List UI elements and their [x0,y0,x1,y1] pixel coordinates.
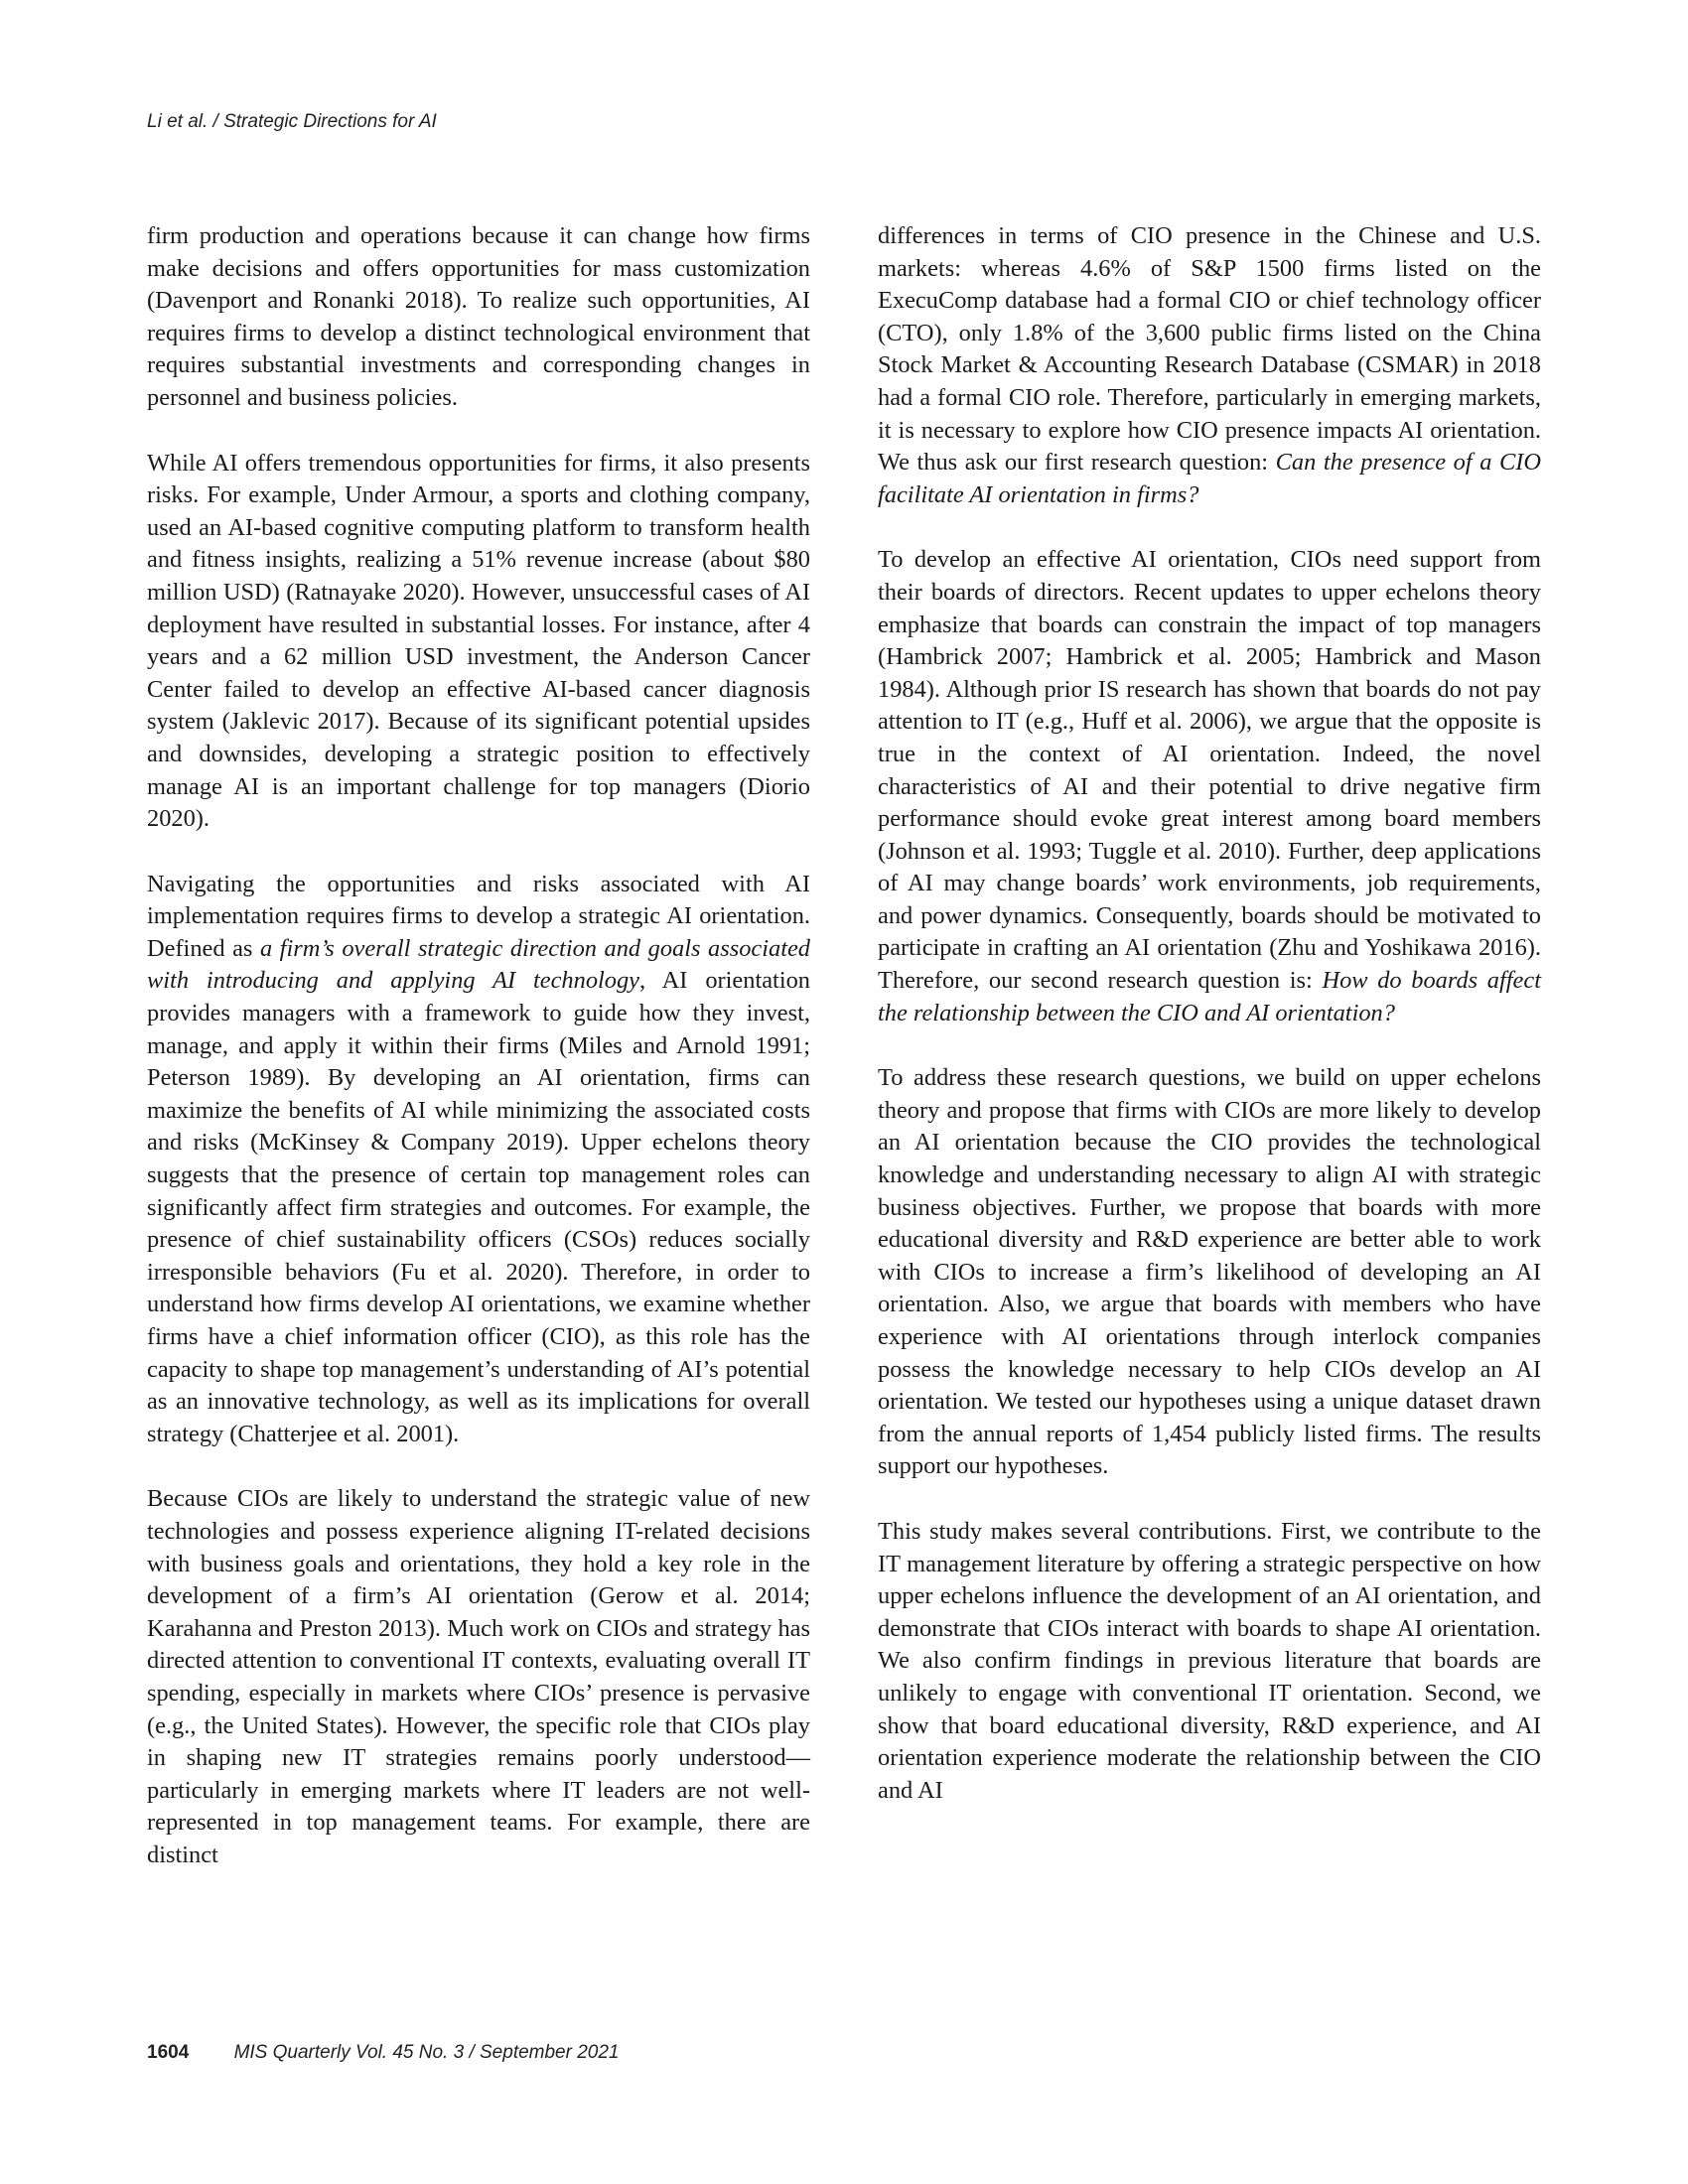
research-question-2: How do boards affect the relationship between the CIO and AI orientation? [878,967,1541,1026]
paragraph [878,544,1541,1029]
paragraph-text: , AI orientation provides managers with a framework to guide how they invest, manage, and apply it within their firms (Miles and Arnold 1991; Peterson 1989). By developing an AI orientation, firms can maximize the benefits of AI while minimizing the associated costs and risks (McKinsey & Company 2019). Upper echelons theory suggests that the presence of certain top management roles can significantly affect firm strategies and outcomes. For example, the presence of chief sustainability officers (CSOs) reduces socially irresponsible behaviors (Fu et al. 2020). Therefore, in order to understand how firms develop AI orientations, we examine whether firms have a chief information officer (CIO), as this role has the capacity to shape top management’s understanding of AI’s potential as an innovative technology, as well as its implications for overall strategy (Chatterjee et al. 2001). [147,967,810,1447]
paragraph: Because CIOs are likely to understand the strategic value of new technologies and possess experience aligning IT-related decisions with business goals and orientations, they hold a key role in the development of a firm’s AI orientation (Gerow et al. 2014; Karahanna and Preston 2013). Much work on CIOs and strategy has directed attention to conventional IT contexts, evaluating overall IT spending, especially in markets where CIOs’ presence is pervasive (e.g., the United States). However, the specific role that CIOs play in shaping new IT strategies remains poorly understood—particularly in emerging markets where IT leaders are not well-represented in top management teams. For example, there are distinct [147,1485,810,1868]
paragraph [878,220,1541,511]
page-footer [147,2042,620,2064]
paragraph [147,869,810,1451]
right-column [878,220,1541,1807]
running-head: Li et al. / Strategic Directions for AI [147,111,437,132]
paragraph-text: To develop an effective AI orientation, CIOs need support from their boards of directors. Recent updates to upper echelons theory emphasize that boards can constrain the impact of top managers (Hambrick 2007; Hambrick et al. 2005; Hambrick and Mason 1984). Although prior IS research has shown that boards do not pay attention to IT (e.g., Huff et al. 2006), we argue that the opposite is true in the context of AI orientation. Indeed, the novel characteristics of AI and their potential to drive negative firm performance should evoke great interest among board members (Johnson et al. 1993; Tuggle et al. 2010). Further, deep applications of AI may change boards’ work environments, job requirements, and power dynamics. Consequently, boards should be motivated to participate in crafting an AI orientation (Zhu and Yoshikawa 2016). Therefore, our second research question is: [878,546,1541,995]
paragraph: To address these research questions, we build on upper echelons theory and propose that firms with CIOs are more likely to develop an AI orientation because the CIO provides the technological knowledge and understanding necessary to align AI with strategic business objectives. Further, we propose that boards with more educational diversity and R&D experience are better able to work with CIOs to increase a firm’s likelihood of developing an AI orientation. Also, we argue that boards with members who have experience with AI orientations through interlock companies possess the knowledge necessary to help CIOs develop an AI orientation. We tested our hypotheses using a unique dataset drawn from the annual reports of 1,454 publicly listed firms. The results support our hypotheses. [878,1064,1541,1480]
left-column [147,220,810,1872]
page-number: 1604 [147,2042,190,2063]
paragraph-text: differences in terms of CIO presence in the Chinese and U.S. markets: whereas 4.6% of S&P 1500 firms listed on the ExecuComp database had a formal CIO or chief technology officer (CTO), only 1.8% of the 3,600 public firms listed on the China Stock Market & Accounting Research Database (CSMAR) in 2018 had a formal CIO role. Therefore, particularly in emerging markets, it is necessary to explore how CIO presence impacts AI orientation. We thus ask our first research question: [878,222,1541,477]
definition-italic: a firm’s overall strategic direction and goals associated with introducing and applying AI technology [147,934,810,995]
paragraph-text: Navigating the opportunities and risks associated with AI implementation requires firms to develop a strategic AI orientation. Defined as [147,870,810,962]
paragraph: This study makes several contributions. First, we contribute to the IT management literature by offering a strategic perspective on how upper echelons influence the development of an AI orientation, and demonstrate that CIOs interact with boards to shape AI orientation. We also confirm findings in previous literature that boards are unlikely to engage with conventional IT orientation. Second, we show that board educational diversity, R&D experience, and AI orientation experience moderate the relationship between the CIO and AI [878,1517,1541,1804]
paragraph: firm production and operations because it can change how firms make decisions and offers opportunities for mass customization (Davenport and Ronanki 2018). To realize such opportunities, AI requires firms to develop a distinct technological environment that requires substantial investments and corresponding changes in personnel and business policies. [147,222,810,411]
journal-citation: MIS Quarterly Vol. 45 No. 3 / September 2021 [233,2042,620,2063]
paragraph: While AI offers tremendous opportunities for firms, it also presents risks. For example, Under Armour, a sports and clothing company, used an AI-based cognitive computing platform to transform health and fitness insights, realizing a 51% revenue increase (about $80 million USD) (Ratnayake 2020). However, unsuccessful cases of AI deployment have resulted in substantial losses. For instance, after 4 years and a 62 million USD investment, the Anderson Cancer Center failed to develop an effective AI-based cancer diagnosis system (Jaklevic 2017). Because of its significant potential upsides and downsides, developing a strategic position to effectively manage AI is an important challenge for top managers (Diorio 2020). [147,449,810,833]
research-question-1: Can the presence of a CIO facilitate AI orientation in firms? [878,449,1541,508]
